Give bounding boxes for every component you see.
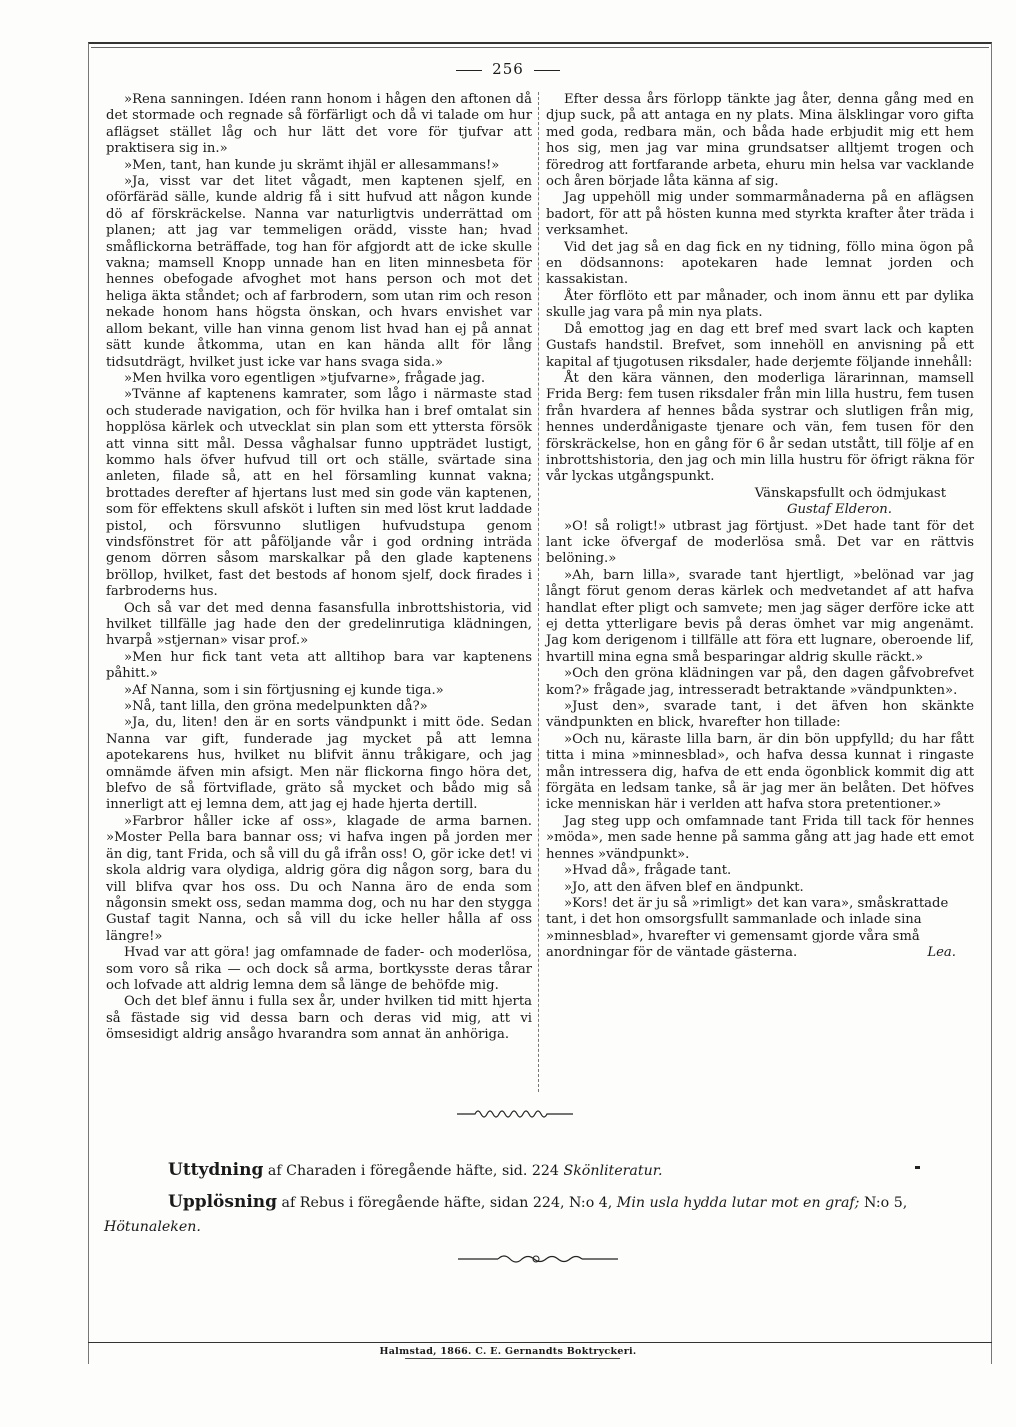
letter-signature: Gustaf Elderon. — [786, 502, 892, 518]
paragraph: »Men, tant, han kunde ju skrämt ihjäl er allesammans!» — [124, 157, 500, 173]
paragraph: »Nå, tant lilla, den gröna medelpunkten då?» — [124, 699, 428, 715]
paragraph: »Ja, visst var det litet vågadt, men kaptenen sjelf, en oförfäräd sälle, kunde aldrig få i sitt hufvud att någon kunde dö af förskräckelse. Nanna var naturligtvis underrättad om planen; att jag var temmeligen orädd, visste han; hvad småflickorna beträffade, tog han för afgjordt att de icke skulle vakna; mamsell Knopp unnade han en liten minnesbeta för hennes obefogade afvoghet mot hans person och mot det heliga äkta ståndet; och af farbrodern, som utan rim och reson nekade honom hans högsta önskan, och hvars envishet var allom bekant, ville han vinna genom list hvad han ej på annat sätt kunde åtkomma, utan en kan hända allt för lång tidsutdrägt, hvilket just icke var hans svaga sida.» — [106, 174, 532, 370]
author-signature: Lea. — [927, 945, 956, 961]
paragraph: »O! så roligt!» utbrast jag förtjust. »Det hade tant för det lant icke öfvergaf de moderlösa små. Det var en rättvis belöning.» — [546, 518, 974, 567]
paragraph: »Just den», svarade tant, i det äfven hon skänkte vändpunkten en blick, hvarefter hon tillade: — [546, 699, 974, 731]
paragraph: Hvad var att göra! jag omfamnade de fader- och moderlösa, som voro så rika — och dock så arma, bortkysste deras tårar och lofvade att aldrig lemna dem så länge de behöfde mig. — [106, 945, 532, 993]
paragraph: »Och nu, käraste lilla barn, är din bön uppfylld; du har fått titta i mina »minnesblad», och hafva dessa kunnat i ringaste mån intressera dig, hafva de ett enda ögonblick kommit dig att förgäta en ledsam tanke, så är jag mer än belåten. Det höfves icke menniskan här i verlden att hafva stora pretentioner.» — [546, 731, 974, 813]
letter-closing: Vänskapsfullt och ödmjukast — [754, 485, 946, 501]
bottom-rule — [88, 1342, 992, 1343]
paragraph: »Men hvilka voro egentligen »tjufvarne», frågade jag. — [124, 370, 486, 386]
paragraph: Jag steg upp och omfamnade tant Frida till tack för hennes »möda», men sade henne på samma gång att jag hade ett emot hennes »vändpunkt». — [546, 813, 974, 862]
paragraph: Då emottog jag en dag ett bref med svart lack och kapten Gustafs handstil. Brefvet, som innehöll en anvisning på ett kapital af tjugotusen riksdaler, hade derjemte följande innehåll: — [546, 321, 974, 370]
paragraph: Efter dessa års förlopp tänkte jag åter, denna gång med en djup suck, på att antaga en ny plats. Mina älsklingar voro gifta med goda, redbara män, och båda hade erbjudit mig ett hem hos sig, men jag var mina grundsatser alltjemt trogen och föredrog att fortfarande arbeta, ehuru min helsa var vacklande och åren började låta känna af sig. — [546, 92, 974, 190]
wavy-ornament — [455, 1106, 575, 1120]
paragraph: »Jo, att den äfven blef en ändpunkt. — [564, 879, 804, 895]
paragraph: Jag uppehöll mig under sommarmånaderna på en aflägsen badort, för att på hösten kunna med styrkta krafter åter träda i verksamhet. — [546, 190, 974, 239]
riddle-answer-note: Uttydning af Charaden i föregående häfte, sid. 224 Skönliteratur. — [168, 1160, 663, 1180]
printer-imprint: Halmstad, 1866. C. E. Gernandts Boktryckeri. — [379, 1346, 637, 1357]
paragraph: »Rena sanningen. Idéen rann honom i hågen den aftonen då det stormade och regnade så förfärligt och då vi talade om hur aflägset stället låg och hur lätt det vore för tjufvar att praktisera sig in.» — [106, 92, 532, 157]
paragraph: »Farbror håller icke af oss», klagade de arma barnen. »Moster Pella bara bannar oss; vi hafva ingen på jorden mer än dig, tant Frida, och så vill du gå ifrån oss! O, gör icke det! vi skola aldrig vara olydiga, aldrig göra dig någon sorg, bara du vill blifva qvar hos oss. Du och Nanna äro de enda som någonsin smekt oss, sedan mamma dog, och nu har den stygga Gustaf tagit Nanna, och så vill du icke heller hålla af oss längre!» — [106, 813, 532, 944]
note-heading: Uttydning — [168, 1160, 264, 1180]
letter-text: Åt den kära vännen, den moderliga lärarinnan, mamsell Frida Berg: fem tusen riksdaler från min lilla hustru, fem tusen från hvardera af hennes båda systrar och slutligen från mig, hennes underdånigaste tjenare och vän, fem tusen för den förskräckelse, hon en gång för 6 år sedan utstått, till följe af en inbrottshistoria, den jag och min lilla hustru för öfrigt räkna för vår lyckas utgångspunkt. — [546, 370, 974, 485]
paragraph: Vid det jag så en dag fick en ny tidning, föllo mina ögon på en dödsannons: apotekaren hade lemnat jorden och kassakistan. — [546, 239, 974, 288]
left-column — [106, 92, 532, 1044]
rebus-solution-note: Upplösning af Rebus i föregående häfte, sidan 224, N:o 4, Min usla hydda lutar mot en graf; N:o 5, Hötunaleken. — [104, 1192, 908, 1235]
paragraph: »Af Nanna, som i sin förtjusning ej kunde tiga.» — [124, 682, 444, 698]
page-number: 256 — [0, 60, 1016, 78]
paragraph: Och så var det med denna fasansfulla inbrottshistoria, vid hvilket tillfälle jag hade den der gredelinrutiga klädningen, hvarpå »stjernan» visar prof.» — [106, 600, 532, 649]
paragraph: »Men hur fick tant veta att alltihop bara var kaptenens påhitt.» — [106, 649, 532, 682]
footer-rule — [405, 1358, 620, 1359]
paragraph: »Och den gröna klädningen var på, den dagen gåfvobrefvet kom?» frågade jag, intresseradt betraktande »vändpunkten». — [546, 666, 974, 698]
print-mark — [915, 1166, 920, 1169]
right-column — [546, 92, 974, 962]
scroll-ornament — [458, 1251, 618, 1267]
column-divider — [538, 92, 539, 1092]
paragraph: »Kors! det är ju så »rimligt» det kan vara», småskrattade tant, i det hon omsorgsfullt sammanlade och inlade sina »minnesblad», hvarefter vi gemensamt gjorde våra små anordningar för de väntade gästerna. Lea. — [546, 896, 974, 962]
paragraph: »Hvad då», frågade tant. — [564, 863, 732, 879]
paragraph: Åter förflöto ett par månader, och inom ännu ett par dylika skulle jag vara på min nya plats. — [546, 288, 974, 321]
note-heading: Upplösning — [168, 1192, 278, 1212]
paragraph: Och det blef ännu i fulla sex år, under hvilken tid mitt hjerta så fästade sig vid dessa barn och deras vid mig, att vi ömsesidigt aldrig ansågo hvarandra som annat än anhöriga. — [106, 994, 532, 1043]
paragraph: »Tvänne af kaptenens kamrater, som lågo i närmaste stad och studerade navigation, och för hvilka han i bref omtalat sin hopplösa kärlek och utvecklat sin plan som ett yttersta försök att vinna sitt mål. Dessa våghalsar funno uppträdet lustigt, kommo hals öfver hufvud till ort och ställe, svärtade sina anleten, filade så, att en hel församling kunnat vakna; brottades derefter af hjertans lust med sin gode vän kaptenen, som för effektens skull afsköt i luften sin med löst krut laddade pistol, och försvunno slutligen hufvudstupa genom vindsfönstret för att påföljande vår i god ordning inträda genom dörren såsom marskalkar på den glade kaptenens bröllop, hvilket, fast det bestods af honom sjelf, dock firades i farbroderns hus. — [106, 387, 532, 600]
paragraph: »Ja, du, liten! den är en sorts vändpunkt i mitt öde. Sedan Nanna var gift, funderade jag mycket på att lemna apotekarens hus, hvilket nu blifvit ännu tråkigare, och jag omnämde äfven min afsigt. Men när flickorna fingo höra det, blefvo de så förtviflade, gräto så mycket och bådo mig så innerligt att ej lemna dem, att jag ej hade hjerta dertill. — [106, 715, 532, 813]
paragraph: »Ah, barn lilla», svarade tant hjertligt, »belönad var jag långt förut genom deras kärlek och medvetandet af att hafva handlat efter pligt och samvete; men jag säger derföre icke att ej detta ytterligare bevis på deras ömhet var mig angenämt. Jag kom derigenom i tillfälle att föra ett lugnare, oberoende lif, hvartill mina egna små besparingar aldrig skulle räckt.» — [546, 567, 974, 665]
